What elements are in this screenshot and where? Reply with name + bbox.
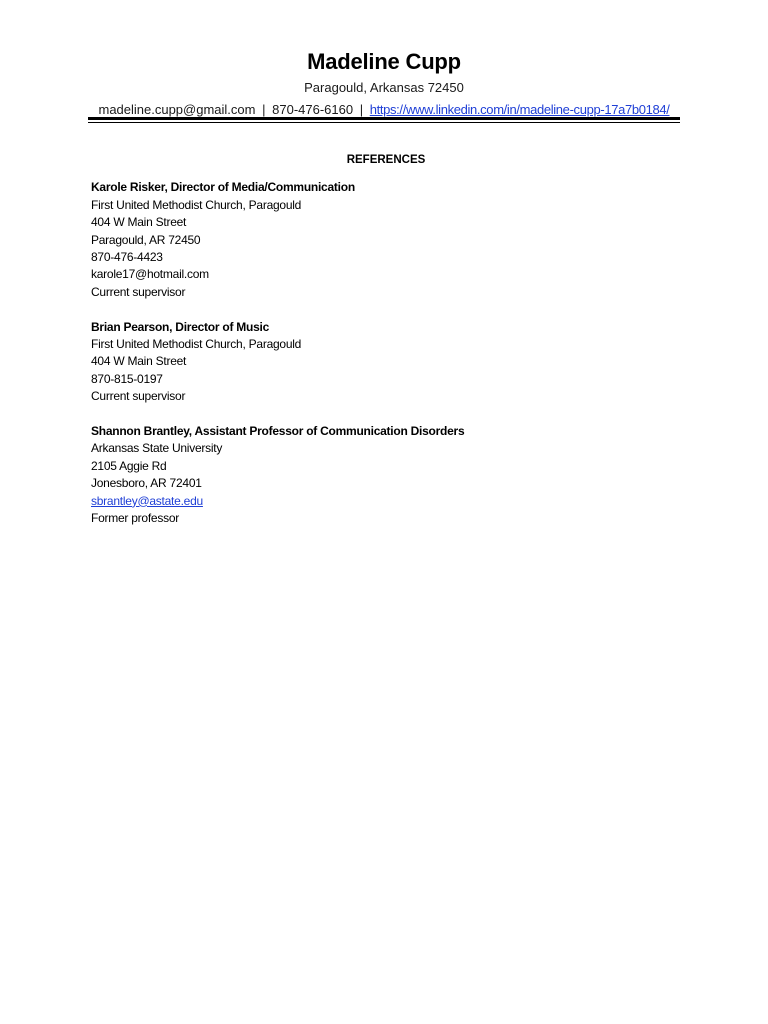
references-section xyxy=(91,152,681,545)
reference-relation: Former professor xyxy=(91,511,180,526)
reference-organization: First United Methodist Church, Paragould xyxy=(91,337,302,352)
applicant-location: Paragould, Arkansas 72450 xyxy=(304,80,464,95)
contact-separator: | xyxy=(359,102,364,117)
section-title: REFERENCES xyxy=(346,154,426,166)
reference-phone: 870-815-0197 xyxy=(91,371,163,386)
applicant-email: madeline.cupp@gmail.com xyxy=(98,102,256,117)
reference-relation: Current supervisor xyxy=(91,284,186,299)
reference-phone: 870-476-4423 xyxy=(91,250,163,265)
applicant-name: Madeline Cupp xyxy=(307,49,461,74)
reference-street: 404 W Main Street xyxy=(91,354,187,369)
reference-name-title: Brian Pearson, Director of Music xyxy=(91,319,270,334)
reference-organization: Arkansas State University xyxy=(91,441,223,456)
reference-street: 404 W Main Street xyxy=(91,215,187,230)
header-divider-thin xyxy=(88,122,680,123)
reference-relation: Current supervisor xyxy=(91,389,186,404)
reference-email-link[interactable]: sbrantley@astate.edu xyxy=(91,493,203,508)
reference-name-title: Shannon Brantley, Assistant Professor of Communication Disorders xyxy=(91,424,465,439)
header-divider-thick xyxy=(88,117,680,120)
reference-entry xyxy=(91,423,681,527)
reference-organization: First United Methodist Church, Paragould xyxy=(91,197,302,212)
reference-entry xyxy=(91,179,681,301)
reference-entry xyxy=(91,319,681,406)
reference-city: Paragould, AR 72450 xyxy=(91,232,201,247)
reference-city: Jonesboro, AR 72401 xyxy=(91,476,202,491)
linkedin-link[interactable]: https://www.linkedin.com/in/madeline-cupp-17a7b0184/ xyxy=(369,102,670,117)
reference-name-title: Karole Risker, Director of Media/Communication xyxy=(91,180,355,195)
reference-street: 2105 Aggie Rd xyxy=(91,458,167,473)
resume-header xyxy=(88,48,680,119)
applicant-phone: 870-476-6160 xyxy=(272,102,354,117)
contact-separator: | xyxy=(262,102,266,117)
reference-email: karole17@hotmail.com xyxy=(91,267,209,282)
